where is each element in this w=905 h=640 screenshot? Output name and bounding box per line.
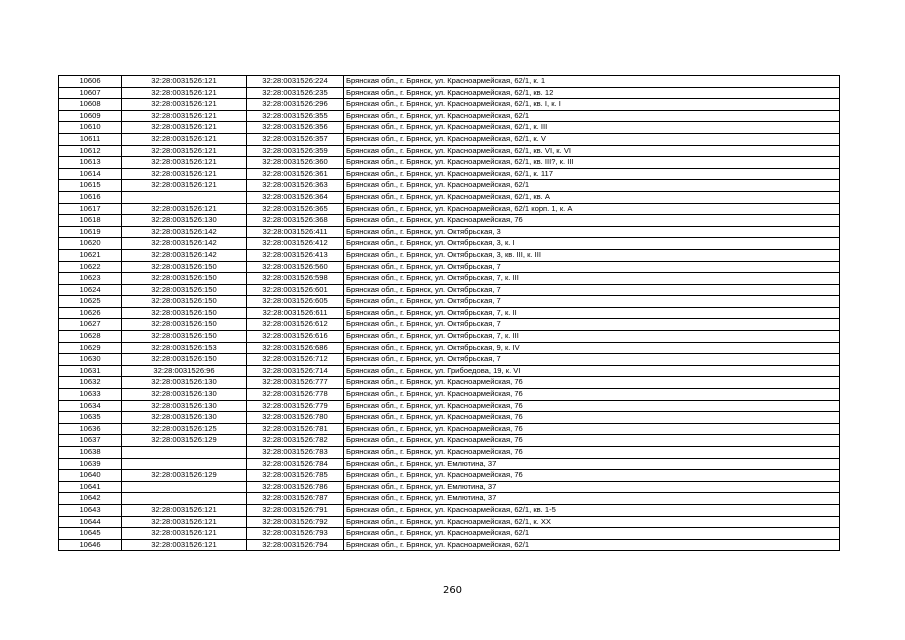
parent-cadastral-number-cell — [122, 493, 247, 505]
parent-cadastral-number-cell — [122, 447, 247, 459]
table-row — [59, 504, 840, 516]
cadastral-number-cell: 32:28:0031526:356 — [247, 122, 344, 134]
parent-cadastral-number-cell: 32:28:0031526:129 — [122, 470, 247, 482]
cadastral-number-cell: 32:28:0031526:779 — [247, 400, 344, 412]
table-row — [59, 412, 840, 424]
address-cell: Брянская обл., г. Брянск, ул. Красноармейская, 62/1, к. III — [344, 122, 840, 134]
address-cell: Брянская обл., г. Брянск, ул. Красноармейская, 62/1, кв. 12 — [344, 87, 840, 99]
cadastral-number-cell: 32:28:0031526:560 — [247, 261, 344, 273]
record-number-cell: 10622 — [59, 261, 122, 273]
parent-cadastral-number-cell: 32:28:0031526:153 — [122, 342, 247, 354]
table-row — [59, 284, 840, 296]
parent-cadastral-number-cell: 32:28:0031526:150 — [122, 296, 247, 308]
address-cell: Брянская обл., г. Брянск, ул. Красноармейская, 62/1, кв. III?, к. III — [344, 157, 840, 169]
record-number-cell: 10606 — [59, 76, 122, 88]
record-number-cell: 10612 — [59, 145, 122, 157]
record-number-cell: 10610 — [59, 122, 122, 134]
parent-cadastral-number-cell: 32:28:0031526:130 — [122, 389, 247, 401]
address-cell: Брянская обл., г. Брянск, ул. Октябрьская, 7, к. III — [344, 331, 840, 343]
cadastral-number-cell: 32:28:0031526:794 — [247, 539, 344, 551]
cadastral-number-cell: 32:28:0031526:782 — [247, 435, 344, 447]
cadastral-number-cell: 32:28:0031526:361 — [247, 168, 344, 180]
cadastral-number-cell: 32:28:0031526:413 — [247, 249, 344, 261]
cadastral-number-cell: 32:28:0031526:616 — [247, 331, 344, 343]
cadastral-number-cell: 32:28:0031526:357 — [247, 133, 344, 145]
cadastral-number-cell: 32:28:0031526:787 — [247, 493, 344, 505]
address-cell: Брянская обл., г. Брянск, ул. Октябрьская, 7, к. III — [344, 273, 840, 285]
cadastral-number-cell: 32:28:0031526:601 — [247, 284, 344, 296]
address-cell: Брянская обл., г. Брянск, ул. Красноармейская, 62/1, кв. VI, к. VI — [344, 145, 840, 157]
parent-cadastral-number-cell: 32:28:0031526:121 — [122, 87, 247, 99]
record-number-cell: 10614 — [59, 168, 122, 180]
cadastral-number-cell: 32:28:0031526:359 — [247, 145, 344, 157]
table-row — [59, 157, 840, 169]
record-number-cell: 10641 — [59, 481, 122, 493]
cadastral-number-cell: 32:28:0031526:412 — [247, 238, 344, 250]
address-cell: Брянская обл., г. Брянск, ул. Красноармейская, 76 — [344, 470, 840, 482]
cadastral-number-cell: 32:28:0031526:783 — [247, 447, 344, 459]
address-cell: Брянская обл., г. Брянск, ул. Красноармейская, 62/1, кв. А — [344, 191, 840, 203]
record-number-cell: 10608 — [59, 99, 122, 111]
address-cell: Брянская обл., г. Брянск, ул. Грибоедова, 19, к. VI — [344, 365, 840, 377]
address-cell: Брянская обл., г. Брянск, ул. Красноармейская, 62/1, к. 117 — [344, 168, 840, 180]
record-number-cell: 10633 — [59, 389, 122, 401]
page-number: 260 — [442, 585, 463, 596]
parent-cadastral-number-cell: 32:28:0031526:121 — [122, 133, 247, 145]
parent-cadastral-number-cell: 32:28:0031526:121 — [122, 504, 247, 516]
address-cell: Брянская обл., г. Брянск, ул. Октябрьская, 9, к. IV — [344, 342, 840, 354]
address-cell: Брянская обл., г. Брянск, ул. Красноармейская, 76 — [344, 412, 840, 424]
address-cell: Брянская обл., г. Брянск, ул. Октябрьская, 7 — [344, 296, 840, 308]
record-number-cell: 10640 — [59, 470, 122, 482]
registry-table — [58, 75, 840, 551]
address-cell: Брянская обл., г. Брянск, ул. Емлютина, 37 — [344, 493, 840, 505]
record-number-cell: 10607 — [59, 87, 122, 99]
cadastral-number-cell: 32:28:0031526:224 — [247, 76, 344, 88]
record-number-cell: 10623 — [59, 273, 122, 285]
parent-cadastral-number-cell — [122, 191, 247, 203]
table-row — [59, 354, 840, 366]
record-number-cell: 10639 — [59, 458, 122, 470]
address-cell: Брянская обл., г. Брянск, ул. Красноармейская, 62/1, кв. 1-5 — [344, 504, 840, 516]
cadastral-number-cell: 32:28:0031526:363 — [247, 180, 344, 192]
cadastral-number-cell: 32:28:0031526:780 — [247, 412, 344, 424]
cadastral-number-cell: 32:28:0031526:296 — [247, 99, 344, 111]
address-cell: Брянская обл., г. Брянск, ул. Красноармейская, 62/1 — [344, 528, 840, 540]
cadastral-number-cell: 32:28:0031526:368 — [247, 215, 344, 227]
address-cell: Брянская обл., г. Брянск, ул. Октябрьская, 3, кв. III, к. III — [344, 249, 840, 261]
cadastral-number-cell: 32:28:0031526:786 — [247, 481, 344, 493]
parent-cadastral-number-cell: 32:28:0031526:121 — [122, 122, 247, 134]
parent-cadastral-number-cell: 32:28:0031526:150 — [122, 261, 247, 273]
table-row — [59, 261, 840, 273]
record-number-cell: 10621 — [59, 249, 122, 261]
table-row — [59, 389, 840, 401]
parent-cadastral-number-cell: 32:28:0031526:130 — [122, 412, 247, 424]
address-cell: Брянская обл., г. Брянск, ул. Красноармейская, 62/1 — [344, 180, 840, 192]
address-cell: Брянская обл., г. Брянск, ул. Емлютина, 37 — [344, 458, 840, 470]
address-cell: Брянская обл., г. Брянск, ул. Красноармейская, 76 — [344, 389, 840, 401]
table-row — [59, 319, 840, 331]
table-row — [59, 296, 840, 308]
parent-cadastral-number-cell: 32:28:0031526:130 — [122, 400, 247, 412]
cadastral-number-cell: 32:28:0031526:364 — [247, 191, 344, 203]
cadastral-number-cell: 32:28:0031526:784 — [247, 458, 344, 470]
table-row — [59, 342, 840, 354]
table-row — [59, 493, 840, 505]
table-row — [59, 331, 840, 343]
record-number-cell: 10620 — [59, 238, 122, 250]
parent-cadastral-number-cell: 32:28:0031526:121 — [122, 76, 247, 88]
parent-cadastral-number-cell: 32:28:0031526:121 — [122, 539, 247, 551]
address-cell: Брянская обл., г. Брянск, ул. Красноармейская, 62/1 — [344, 539, 840, 551]
address-cell: Брянская обл., г. Брянск, ул. Красноармейская, 76 — [344, 377, 840, 389]
record-number-cell: 10617 — [59, 203, 122, 215]
parent-cadastral-number-cell: 32:28:0031526:150 — [122, 331, 247, 343]
cadastral-number-cell: 32:28:0031526:792 — [247, 516, 344, 528]
record-number-cell: 10632 — [59, 377, 122, 389]
address-cell: Брянская обл., г. Брянск, ул. Емлютина, 37 — [344, 481, 840, 493]
record-number-cell: 10643 — [59, 504, 122, 516]
address-cell: Брянская обл., г. Брянск, ул. Октябрьская, 7 — [344, 319, 840, 331]
cadastral-number-cell: 32:28:0031526:360 — [247, 157, 344, 169]
cadastral-number-cell: 32:28:0031526:686 — [247, 342, 344, 354]
table-row — [59, 470, 840, 482]
cadastral-number-cell: 32:28:0031526:411 — [247, 226, 344, 238]
table-row — [59, 87, 840, 99]
parent-cadastral-number-cell: 32:28:0031526:150 — [122, 273, 247, 285]
table-row — [59, 481, 840, 493]
record-number-cell: 10634 — [59, 400, 122, 412]
record-number-cell: 10616 — [59, 191, 122, 203]
parent-cadastral-number-cell: 32:28:0031526:130 — [122, 377, 247, 389]
cadastral-number-cell: 32:28:0031526:781 — [247, 423, 344, 435]
cadastral-number-cell: 32:28:0031526:235 — [247, 87, 344, 99]
table-row — [59, 458, 840, 470]
table-row — [59, 273, 840, 285]
parent-cadastral-number-cell: 32:28:0031526:121 — [122, 99, 247, 111]
address-cell: Брянская обл., г. Брянск, ул. Октябрьская, 7 — [344, 261, 840, 273]
registry-table-body — [59, 76, 840, 551]
record-number-cell: 10628 — [59, 331, 122, 343]
cadastral-number-cell: 32:28:0031526:712 — [247, 354, 344, 366]
record-number-cell: 10644 — [59, 516, 122, 528]
table-row — [59, 238, 840, 250]
table-row — [59, 145, 840, 157]
record-number-cell: 10618 — [59, 215, 122, 227]
parent-cadastral-number-cell: 32:28:0031526:121 — [122, 110, 247, 122]
record-number-cell: 10615 — [59, 180, 122, 192]
table-row — [59, 307, 840, 319]
parent-cadastral-number-cell: 32:28:0031526:150 — [122, 284, 247, 296]
record-number-cell: 10611 — [59, 133, 122, 145]
record-number-cell: 10637 — [59, 435, 122, 447]
address-cell: Брянская обл., г. Брянск, ул. Красноармейская, 62/1, кв. I, к. I — [344, 99, 840, 111]
record-number-cell: 10636 — [59, 423, 122, 435]
table-row — [59, 539, 840, 551]
address-cell: Брянская обл., г. Брянск, ул. Красноармейская, 76 — [344, 435, 840, 447]
table-row — [59, 180, 840, 192]
parent-cadastral-number-cell: 32:28:0031526:142 — [122, 238, 247, 250]
address-cell: Брянская обл., г. Брянск, ул. Октябрьская, 7 — [344, 284, 840, 296]
record-number-cell: 10646 — [59, 539, 122, 551]
cadastral-number-cell: 32:28:0031526:598 — [247, 273, 344, 285]
address-cell: Брянская обл., г. Брянск, ул. Октябрьская, 3 — [344, 226, 840, 238]
address-cell: Брянская обл., г. Брянск, ул. Красноармейская, 76 — [344, 400, 840, 412]
cadastral-number-cell: 32:28:0031526:777 — [247, 377, 344, 389]
table-row — [59, 99, 840, 111]
parent-cadastral-number-cell: 32:28:0031526:121 — [122, 516, 247, 528]
address-cell: Брянская обл., г. Брянск, ул. Красноармейская, 62/1, к. V — [344, 133, 840, 145]
table-row — [59, 226, 840, 238]
table-row — [59, 377, 840, 389]
cadastral-number-cell: 32:28:0031526:611 — [247, 307, 344, 319]
record-number-cell: 10642 — [59, 493, 122, 505]
parent-cadastral-number-cell: 32:28:0031526:121 — [122, 168, 247, 180]
table-row — [59, 435, 840, 447]
cadastral-number-cell: 32:28:0031526:605 — [247, 296, 344, 308]
parent-cadastral-number-cell — [122, 481, 247, 493]
cadastral-number-cell: 32:28:0031526:785 — [247, 470, 344, 482]
table-row — [59, 191, 840, 203]
table-row — [59, 203, 840, 215]
table-row — [59, 400, 840, 412]
parent-cadastral-number-cell: 32:28:0031526:121 — [122, 180, 247, 192]
table-row — [59, 133, 840, 145]
table-row — [59, 76, 840, 88]
table-row — [59, 110, 840, 122]
table-row — [59, 516, 840, 528]
cadastral-number-cell: 32:28:0031526:791 — [247, 504, 344, 516]
parent-cadastral-number-cell: 32:28:0031526:121 — [122, 528, 247, 540]
record-number-cell: 10630 — [59, 354, 122, 366]
table-row — [59, 168, 840, 180]
address-cell: Брянская обл., г. Брянск, ул. Красноармейская, 76 — [344, 215, 840, 227]
parent-cadastral-number-cell: 32:28:0031526:129 — [122, 435, 247, 447]
record-number-cell: 10627 — [59, 319, 122, 331]
record-number-cell: 10624 — [59, 284, 122, 296]
cadastral-number-cell: 32:28:0031526:793 — [247, 528, 344, 540]
address-cell: Брянская обл., г. Брянск, ул. Красноармейская, 76 — [344, 423, 840, 435]
cadastral-number-cell: 32:28:0031526:365 — [247, 203, 344, 215]
address-cell: Брянская обл., г. Брянск, ул. Октябрьская, 7, к. II — [344, 307, 840, 319]
table-row — [59, 249, 840, 261]
parent-cadastral-number-cell: 32:28:0031526:121 — [122, 157, 247, 169]
parent-cadastral-number-cell: 32:28:0031526:150 — [122, 307, 247, 319]
record-number-cell: 10635 — [59, 412, 122, 424]
cadastral-number-cell: 32:28:0031526:714 — [247, 365, 344, 377]
cadastral-number-cell: 32:28:0031526:355 — [247, 110, 344, 122]
cadastral-number-cell: 32:28:0031526:778 — [247, 389, 344, 401]
record-number-cell: 10638 — [59, 447, 122, 459]
parent-cadastral-number-cell: 32:28:0031526:121 — [122, 203, 247, 215]
parent-cadastral-number-cell: 32:28:0031526:150 — [122, 354, 247, 366]
parent-cadastral-number-cell: 32:28:0031526:130 — [122, 215, 247, 227]
address-cell: Брянская обл., г. Брянск, ул. Красноармейская, 62/1 корп. 1, к. А — [344, 203, 840, 215]
address-cell: Брянская обл., г. Брянск, ул. Красноармейская, 62/1, к. 1 — [344, 76, 840, 88]
table-row — [59, 122, 840, 134]
address-cell: Брянская обл., г. Брянск, ул. Красноармейская, 62/1, к. XX — [344, 516, 840, 528]
address-cell: Брянская обл., г. Брянск, ул. Красноармейская, 76 — [344, 447, 840, 459]
parent-cadastral-number-cell: 32:28:0031526:121 — [122, 145, 247, 157]
record-number-cell: 10613 — [59, 157, 122, 169]
table-row — [59, 215, 840, 227]
address-cell: Брянская обл., г. Брянск, ул. Октябрьская, 7 — [344, 354, 840, 366]
parent-cadastral-number-cell: 32:28:0031526:142 — [122, 226, 247, 238]
cadastral-number-cell: 32:28:0031526:612 — [247, 319, 344, 331]
record-number-cell: 10609 — [59, 110, 122, 122]
address-cell: Брянская обл., г. Брянск, ул. Октябрьская, 3, к. I — [344, 238, 840, 250]
table-row — [59, 447, 840, 459]
record-number-cell: 10631 — [59, 365, 122, 377]
record-number-cell: 10625 — [59, 296, 122, 308]
parent-cadastral-number-cell: 32:28:0031526:96 — [122, 365, 247, 377]
record-number-cell: 10619 — [59, 226, 122, 238]
table-row — [59, 423, 840, 435]
parent-cadastral-number-cell: 32:28:0031526:142 — [122, 249, 247, 261]
table-row — [59, 528, 840, 540]
parent-cadastral-number-cell — [122, 458, 247, 470]
table-row — [59, 365, 840, 377]
parent-cadastral-number-cell: 32:28:0031526:125 — [122, 423, 247, 435]
record-number-cell: 10626 — [59, 307, 122, 319]
record-number-cell: 10629 — [59, 342, 122, 354]
parent-cadastral-number-cell: 32:28:0031526:150 — [122, 319, 247, 331]
address-cell: Брянская обл., г. Брянск, ул. Красноармейская, 62/1 — [344, 110, 840, 122]
record-number-cell: 10645 — [59, 528, 122, 540]
